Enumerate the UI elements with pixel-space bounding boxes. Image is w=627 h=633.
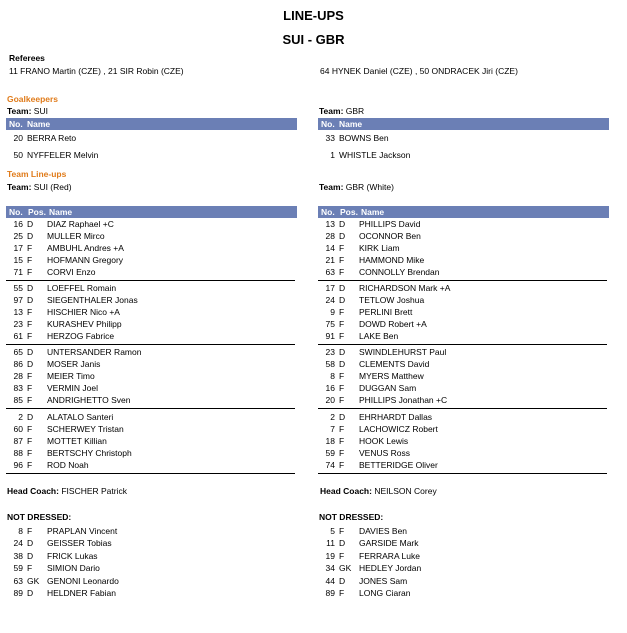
line-separator bbox=[318, 408, 607, 409]
player-name: RICHARDSON Mark +A bbox=[359, 283, 451, 294]
player-number: 87 bbox=[13, 435, 23, 446]
player-row bbox=[5, 447, 295, 459]
header-pos: Pos. bbox=[340, 207, 358, 217]
player-number: 16 bbox=[325, 383, 335, 394]
player-number: 24 bbox=[325, 295, 335, 306]
player-number: 8 bbox=[18, 526, 23, 536]
head-coach-name: NEILSON Corey bbox=[374, 486, 437, 496]
player-position: D bbox=[27, 550, 34, 561]
player-row bbox=[317, 459, 607, 471]
player-position: F bbox=[27, 526, 33, 536]
player-number: 18 bbox=[325, 435, 335, 446]
player-row bbox=[317, 550, 607, 562]
player-name: SIEGENTHALER Jonas bbox=[47, 295, 138, 306]
player-name: CLEMENTS David bbox=[359, 359, 430, 370]
player-row bbox=[317, 587, 607, 599]
header-name: Name bbox=[361, 207, 385, 217]
player-name: EHRHARDT Dallas bbox=[359, 411, 433, 422]
player-row bbox=[317, 447, 607, 459]
player-position: F bbox=[27, 267, 33, 277]
player-position: D bbox=[339, 575, 346, 586]
head-coach-label: Head Coach: bbox=[7, 486, 59, 496]
player-name: HOOK Lewis bbox=[359, 435, 409, 446]
player-name: MOTTET Killian bbox=[47, 435, 107, 446]
player-position: F bbox=[339, 267, 345, 277]
player-number: 19 bbox=[325, 550, 335, 561]
player-name: BOWNS Ben bbox=[339, 133, 389, 143]
player-position: F bbox=[339, 395, 345, 406]
goalkeeper-row bbox=[317, 149, 607, 161]
line-separator bbox=[318, 280, 607, 281]
player-position: F bbox=[339, 331, 345, 342]
player-position: D bbox=[27, 347, 34, 358]
player-number: 89 bbox=[13, 588, 23, 598]
gk-team-left bbox=[7, 106, 48, 116]
player-number: 91 bbox=[325, 331, 335, 342]
player-row bbox=[317, 411, 607, 423]
player-row bbox=[5, 525, 295, 537]
player-name: VENUS Ross bbox=[359, 447, 411, 458]
line-separator bbox=[6, 280, 295, 281]
player-position: F bbox=[339, 550, 345, 561]
player-row bbox=[317, 318, 607, 330]
player-position: D bbox=[27, 538, 34, 549]
player-number: 88 bbox=[13, 447, 23, 458]
player-row bbox=[317, 282, 607, 294]
player-name: DUGGAN Sam bbox=[359, 383, 417, 394]
player-name: KIRK Liam bbox=[359, 243, 400, 253]
player-number: 74 bbox=[325, 459, 335, 470]
player-row bbox=[5, 382, 295, 394]
player-position: D bbox=[339, 347, 346, 358]
player-position: F bbox=[27, 319, 33, 330]
player-number: 63 bbox=[325, 267, 335, 277]
player-position: F bbox=[27, 395, 33, 406]
player-row bbox=[317, 525, 607, 537]
line-separator bbox=[318, 344, 607, 345]
player-name: FERRARA Luke bbox=[359, 550, 420, 561]
player-row bbox=[317, 230, 607, 242]
player-row bbox=[5, 370, 295, 382]
player-row bbox=[5, 230, 295, 242]
player-number: 44 bbox=[325, 575, 335, 586]
player-number: 17 bbox=[13, 243, 23, 253]
player-position: F bbox=[339, 459, 345, 470]
player-position: F bbox=[27, 307, 33, 318]
player-number: 60 bbox=[13, 423, 23, 434]
player-name: WHISTLE Jackson bbox=[339, 149, 411, 160]
team-label: Team: bbox=[319, 106, 344, 116]
player-position: F bbox=[27, 243, 33, 253]
player-row bbox=[317, 575, 607, 587]
player-position: F bbox=[27, 435, 33, 446]
player-number: 97 bbox=[13, 295, 23, 306]
player-name: GENONI Leonardo bbox=[47, 575, 119, 586]
player-row bbox=[5, 459, 295, 471]
player-number: 61 bbox=[13, 331, 23, 342]
header-no: No. bbox=[321, 119, 335, 129]
player-row bbox=[5, 294, 295, 306]
player-position: F bbox=[339, 383, 345, 394]
player-number: 9 bbox=[330, 307, 335, 318]
gk-header-left bbox=[6, 118, 297, 130]
team-name: GBR bbox=[345, 106, 365, 116]
player-position: D bbox=[339, 219, 346, 229]
team-name: SUI (Red) bbox=[33, 182, 72, 192]
player-position: F bbox=[339, 307, 345, 318]
player-row bbox=[5, 218, 295, 230]
referees-label: Referees bbox=[9, 53, 45, 63]
player-name: BETTERIDGE Oliver bbox=[359, 459, 438, 470]
player-name: LACHOWICZ Robert bbox=[359, 423, 438, 434]
goalkeepers-section-label: Goalkeepers bbox=[7, 94, 59, 104]
not-dressed-label-right: NOT DRESSED: bbox=[319, 512, 384, 522]
not-dressed-label-left: NOT DRESSED: bbox=[7, 512, 72, 522]
player-name: OCONNOR Ben bbox=[359, 231, 421, 241]
player-name: PERLINI Brett bbox=[359, 307, 413, 318]
player-row bbox=[317, 358, 607, 370]
player-row bbox=[317, 218, 607, 230]
player-name: FRICK Lukas bbox=[47, 550, 98, 561]
player-name: TETLOW Joshua bbox=[359, 295, 425, 306]
player-name: AMBUHL Andres +A bbox=[47, 243, 124, 253]
head-coach-left bbox=[7, 486, 127, 496]
player-name: HEDLEY Jordan bbox=[359, 563, 422, 574]
player-position: F bbox=[27, 447, 33, 458]
player-row bbox=[317, 294, 607, 306]
player-position: F bbox=[27, 563, 33, 574]
player-name: HERZOG Fabrice bbox=[47, 331, 115, 342]
player-number: 28 bbox=[325, 231, 335, 241]
player-name: ALATALO Santeri bbox=[47, 411, 114, 422]
player-name: SIMION Dario bbox=[47, 563, 100, 574]
team-name: GBR (White) bbox=[345, 182, 394, 192]
header-pos: Pos. bbox=[28, 207, 46, 217]
player-number: 11 bbox=[326, 538, 335, 549]
player-number: 59 bbox=[325, 447, 335, 458]
player-row bbox=[317, 370, 607, 382]
player-name: SWINDLEHURST Paul bbox=[359, 347, 447, 358]
player-position: F bbox=[339, 526, 345, 536]
player-position: D bbox=[27, 231, 34, 241]
team-label: Team: bbox=[7, 106, 32, 116]
player-row bbox=[5, 587, 295, 599]
player-number: 13 bbox=[13, 307, 23, 318]
player-number: 65 bbox=[13, 347, 23, 358]
lineup-team-right bbox=[319, 182, 394, 192]
player-name: HOFMANN Gregory bbox=[47, 255, 124, 265]
player-position: F bbox=[339, 435, 345, 446]
player-number: 20 bbox=[13, 133, 23, 143]
player-row bbox=[317, 394, 607, 406]
head-coach-name: FISCHER Patrick bbox=[61, 486, 127, 496]
player-name: NYFFELER Melvin bbox=[27, 149, 99, 160]
player-position: D bbox=[27, 219, 34, 229]
player-row bbox=[5, 358, 295, 370]
player-row bbox=[5, 575, 295, 587]
player-row bbox=[317, 382, 607, 394]
player-name: LOEFFEL Romain bbox=[47, 283, 117, 294]
player-position: F bbox=[27, 331, 33, 342]
player-row bbox=[5, 562, 295, 574]
player-position: D bbox=[27, 295, 34, 306]
player-number: 17 bbox=[325, 283, 335, 294]
player-number: 89 bbox=[325, 588, 335, 598]
player-number: 59 bbox=[13, 563, 23, 574]
player-number: 71 bbox=[13, 267, 23, 277]
player-name: GEISSER Tobias bbox=[47, 538, 112, 549]
player-row bbox=[5, 550, 295, 562]
player-position: D bbox=[27, 588, 34, 598]
head-coach-label: Head Coach: bbox=[320, 486, 372, 496]
player-number: 13 bbox=[325, 219, 335, 229]
player-name: PRAPLAN Vincent bbox=[47, 526, 118, 536]
goalkeeper-row bbox=[317, 132, 607, 144]
player-name: PHILLIPS David bbox=[359, 219, 421, 229]
matchup-title: SUI - GBR bbox=[282, 32, 345, 47]
player-row bbox=[5, 346, 295, 358]
header-name: Name bbox=[27, 119, 51, 129]
player-number: 23 bbox=[13, 319, 23, 330]
team-name: SUI bbox=[33, 106, 48, 116]
player-row bbox=[317, 330, 607, 342]
line-separator bbox=[318, 473, 607, 474]
gk-team-right bbox=[319, 106, 364, 116]
player-row bbox=[317, 562, 607, 574]
player-name: ANDRIGHETTO Sven bbox=[47, 395, 131, 406]
player-name: HAMMOND Mike bbox=[359, 255, 425, 265]
player-position: F bbox=[339, 255, 345, 265]
player-number: 21 bbox=[325, 255, 335, 265]
player-number: 24 bbox=[13, 538, 23, 549]
player-position: F bbox=[27, 383, 33, 394]
player-row bbox=[317, 242, 607, 254]
player-position: F bbox=[339, 243, 345, 253]
player-number: 50 bbox=[13, 149, 23, 160]
player-row bbox=[5, 423, 295, 435]
player-number: 2 bbox=[330, 411, 335, 422]
player-name: LAKE Ben bbox=[359, 331, 399, 342]
player-position: D bbox=[27, 359, 34, 370]
team-label: Team: bbox=[7, 182, 32, 192]
player-position: F bbox=[339, 588, 345, 598]
page-title: LINE-UPS bbox=[283, 8, 344, 23]
player-name: DAVIES Ben bbox=[359, 526, 408, 536]
line-separator bbox=[6, 408, 295, 409]
player-number: 83 bbox=[13, 383, 23, 394]
player-position: F bbox=[339, 319, 345, 330]
player-name: MYERS Matthew bbox=[359, 371, 424, 382]
player-number: 75 bbox=[325, 319, 335, 330]
player-row bbox=[5, 266, 295, 278]
player-row bbox=[5, 330, 295, 342]
head-coach-right bbox=[320, 486, 437, 496]
lineup-header-right bbox=[318, 206, 609, 218]
player-position: D bbox=[339, 359, 346, 370]
player-row bbox=[317, 423, 607, 435]
player-position: F bbox=[339, 423, 345, 434]
player-row bbox=[317, 254, 607, 266]
header-name: Name bbox=[339, 119, 363, 129]
player-position: D bbox=[339, 538, 346, 549]
player-name: MOSER Janis bbox=[47, 359, 101, 370]
player-name: GARSIDE Mark bbox=[359, 538, 419, 549]
player-row bbox=[317, 306, 607, 318]
header-name: Name bbox=[49, 207, 73, 217]
team-label: Team: bbox=[319, 182, 344, 192]
player-position: D bbox=[339, 283, 346, 294]
player-row bbox=[5, 394, 295, 406]
player-number: 33 bbox=[325, 133, 335, 143]
player-row bbox=[5, 435, 295, 447]
player-name: PHILLIPS Jonathan +C bbox=[359, 395, 448, 406]
player-row bbox=[5, 318, 295, 330]
player-position: D bbox=[339, 231, 346, 241]
player-name: SCHERWEY Tristan bbox=[47, 423, 124, 434]
player-number: 96 bbox=[13, 459, 23, 470]
player-number: 28 bbox=[13, 371, 23, 382]
player-row bbox=[5, 282, 295, 294]
player-position: D bbox=[339, 295, 346, 306]
player-row bbox=[317, 346, 607, 358]
player-row bbox=[317, 537, 607, 549]
player-position: D bbox=[339, 411, 346, 422]
player-number: 85 bbox=[13, 395, 23, 406]
player-position: F bbox=[339, 447, 345, 458]
goalkeeper-row bbox=[5, 132, 295, 144]
player-number: 1 bbox=[330, 149, 335, 160]
player-position: F bbox=[27, 459, 33, 470]
player-position: D bbox=[27, 411, 34, 422]
player-name: CORVI Enzo bbox=[47, 267, 96, 277]
player-number: 7 bbox=[330, 423, 335, 434]
player-row bbox=[317, 266, 607, 278]
lineup-team-left bbox=[7, 182, 72, 192]
player-name: VERMIN Joel bbox=[47, 383, 99, 394]
header-no: No. bbox=[321, 207, 335, 217]
player-name: HELDNER Fabian bbox=[47, 588, 116, 598]
player-row bbox=[5, 537, 295, 549]
player-name: MULLER Mirco bbox=[47, 231, 105, 241]
player-row bbox=[317, 435, 607, 447]
player-number: 55 bbox=[13, 283, 23, 294]
player-number: 38 bbox=[13, 550, 23, 561]
referees-left: 11 FRANO Martin (CZE) , 21 SIR Robin (CZE) bbox=[9, 66, 184, 76]
lineup-header-left bbox=[6, 206, 297, 218]
header-no: No. bbox=[9, 119, 23, 129]
player-number: 14 bbox=[325, 243, 335, 253]
player-name: LONG Ciaran bbox=[359, 588, 411, 598]
player-position: F bbox=[339, 371, 345, 382]
header-no: No. bbox=[9, 207, 23, 217]
player-number: 86 bbox=[13, 359, 23, 370]
referees-right: 64 HYNEK Daniel (CZE) , 50 ONDRACEK Jiri (CZE) bbox=[320, 66, 518, 76]
lineups-section-label: Team Line-ups bbox=[7, 169, 67, 179]
player-row bbox=[5, 306, 295, 318]
player-number: 8 bbox=[330, 371, 335, 382]
player-number: 23 bbox=[325, 347, 335, 358]
player-position: F bbox=[27, 371, 33, 382]
player-name: DIAZ Raphael +C bbox=[47, 219, 114, 229]
player-number: 20 bbox=[325, 395, 335, 406]
player-position: GK bbox=[27, 575, 40, 586]
player-number: 34 bbox=[325, 563, 335, 574]
line-separator bbox=[6, 473, 295, 474]
player-position: GK bbox=[339, 563, 352, 574]
goalkeeper-row bbox=[5, 149, 295, 161]
player-name: KURASHEV Philipp bbox=[47, 319, 122, 330]
player-name: DOWD Robert +A bbox=[359, 319, 427, 330]
player-name: UNTERSANDER Ramon bbox=[47, 347, 142, 358]
player-number: 25 bbox=[13, 231, 23, 241]
player-number: 5 bbox=[330, 526, 335, 536]
player-position: D bbox=[27, 283, 34, 294]
player-name: MEIER Timo bbox=[47, 371, 95, 382]
player-number: 16 bbox=[13, 219, 23, 229]
player-number: 2 bbox=[18, 411, 23, 422]
player-name: JONES Sam bbox=[359, 575, 408, 586]
player-name: HISCHIER Nico +A bbox=[47, 307, 120, 318]
player-row bbox=[5, 254, 295, 266]
gk-header-right bbox=[318, 118, 609, 130]
player-name: ROD Noah bbox=[47, 459, 89, 470]
line-separator bbox=[6, 344, 295, 345]
player-name: BERRA Reto bbox=[27, 133, 77, 143]
player-position: F bbox=[27, 423, 33, 434]
player-number: 63 bbox=[13, 575, 23, 586]
player-row bbox=[5, 411, 295, 423]
player-number: 15 bbox=[13, 255, 23, 265]
player-name: BERTSCHY Christoph bbox=[47, 447, 132, 458]
player-name: CONNOLLY Brendan bbox=[359, 267, 440, 277]
player-row bbox=[5, 242, 295, 254]
player-position: F bbox=[27, 255, 33, 265]
player-number: 58 bbox=[325, 359, 335, 370]
